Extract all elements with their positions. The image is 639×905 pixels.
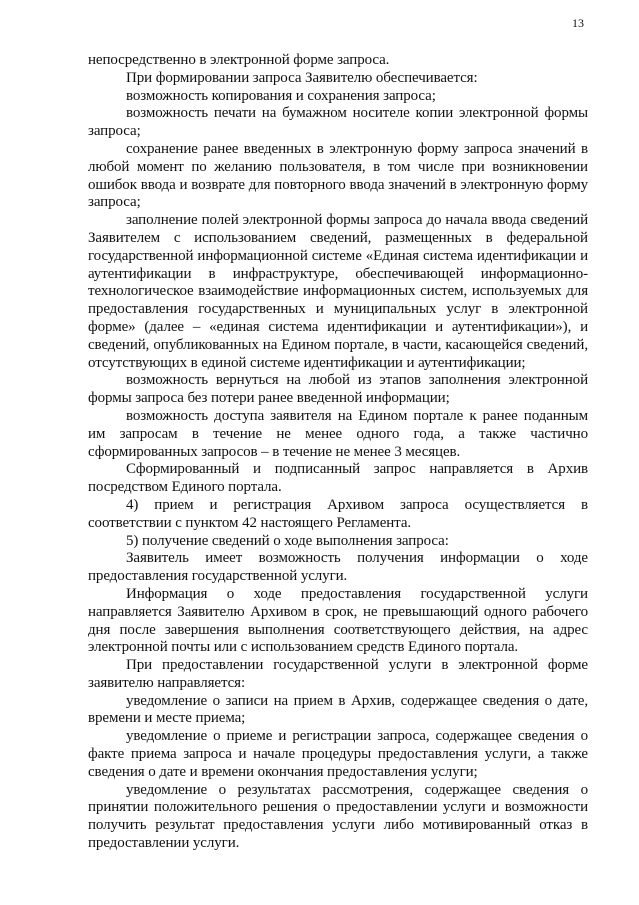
- paragraph: 4) прием и регистрация Архивом запроса осуществляется в соответствии с пунктом 42 настоящего Регламента.: [88, 496, 588, 531]
- paragraph: возможность копирования и сохранения запроса;: [126, 87, 436, 104]
- paragraph: Информация о ходе предоставления государственной услуги направляется Заявителю Архивом в срок, не превышающий одного рабочего дня после завершения выполнения соответствующего действия, на адрес электронной почты или с использованием средств Единого портала.: [88, 585, 588, 656]
- paragraph: возможность доступа заявителя на Едином портале к ранее поданным им запросам в течение не менее одного года, а также частично сформированных запросов – в течение не менее 3 месяцев.: [88, 407, 588, 460]
- paragraph: Сформированный и подписанный запрос направляется в Архив посредством Единого портала.: [88, 461, 588, 496]
- document-body: [88, 52, 588, 853]
- paragraph: заполнение полей электронной формы запроса до начала ввода сведений Заявителем с использованием сведений, размещенных в федеральной государственной информационной системе «Единая система идентификации и аутентификации в инфраструктуре, обеспечивающей информационно-технологическое взаимодействие информационных систем, используемых для предоставления государственных и муниципальных услуг в электронной форме» (далее – «единая система идентификации и аутентификации»), и сведений, опубликованных на Едином портале, в части, касающейся сведений, отсутствующих в единой системе идентификации и аутентификации;: [88, 212, 588, 371]
- paragraph: уведомление о записи на прием в Архив, содержащее сведения о дате, времени и месте приема;: [88, 692, 588, 727]
- paragraph: уведомление о приеме и регистрации запроса, содержащее сведения о факте приема запроса и начале процедуры предоставления услуги, а также сведения о дате и времени окончания предоставления услуги;: [88, 728, 588, 780]
- paragraph: непосредственно в электронной форме запроса.: [88, 52, 390, 68]
- paragraph: При предоставлении государственной услуги в электронной форме заявителю направляется:: [88, 657, 588, 691]
- page-number: 13: [572, 16, 584, 30]
- paragraph: При формировании запроса Заявителю обеспечивается:: [126, 69, 478, 86]
- paragraph: возможность вернуться на любой из этапов заполнения электронной формы запроса без потери ранее введенной информации;: [88, 372, 588, 407]
- paragraph: сохранение ранее введенных в электронную форму запроса значений в любой момент по желанию пользователя, в том числе при возникновении ошибок ввода и возврате для повторного ввода значений в электронную форму запроса;: [88, 140, 588, 211]
- paragraph: возможность печати на бумажном носителе копии электронной формы запроса;: [88, 105, 588, 140]
- paragraph: Заявитель имеет возможность получения информации о ходе предоставления государственной услуги.: [88, 550, 588, 585]
- paragraph: 5) получение сведений о ходе выполнения запроса:: [126, 532, 449, 549]
- paragraph: уведомление о результатах рассмотрения, содержащее сведения о принятии положительного решения о предоставлении услуги и возможности получить результат предоставления услуги либо мотивированный отказ в предоставлении услуги.: [88, 781, 588, 852]
